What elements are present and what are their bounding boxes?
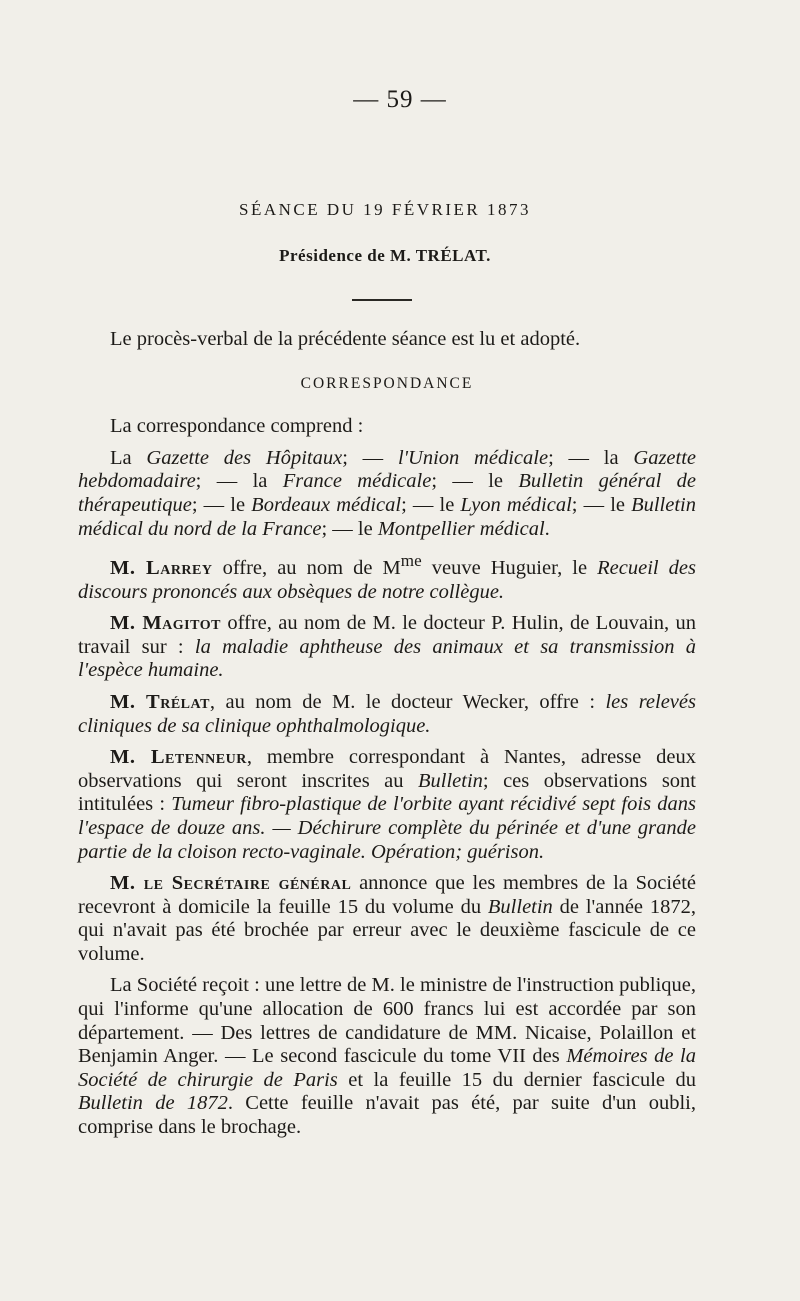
speaker-name: M. le Secrétaire général	[110, 872, 352, 895]
speaker-name: M. Letenneur	[110, 746, 247, 769]
journal-title: Gazette des Hôpitaux	[146, 446, 343, 469]
text: ; — le	[431, 470, 519, 493]
paragraph-larrey	[78, 549, 696, 604]
paragraph-text: La correspondance comprend :	[110, 415, 364, 438]
page-number: — 59 —	[353, 86, 447, 113]
paragraph-magitot	[78, 612, 696, 683]
text: annonce que les membres de la Société recevront à domicile la feuille 15 du volume du	[78, 872, 696, 918]
intro-paragraph: Le procès-verbal de la précédente séance est lu et adopté.	[110, 328, 581, 350]
journal-title: Bordeaux médical	[251, 493, 402, 516]
superscript: me	[400, 551, 422, 571]
text: , membre correspondant à Nantes, adresse deux observations qui seront inscrites au	[78, 746, 696, 792]
separator-rule	[352, 299, 412, 301]
text: ; — le	[321, 517, 378, 540]
text: . Cette feuille n'avait pas été, par suite d'un oubli, comprise dans le brochage.	[78, 1092, 696, 1139]
work-title: Bulletin de 1872	[78, 1092, 228, 1115]
page-body	[78, 328, 696, 1140]
text: de l'année 1872, qui n'avait pas été brochée par erreur avec le deuxième fascicule de ce volume.	[78, 895, 696, 965]
text: La	[110, 446, 147, 469]
text: offre, au nom de M	[212, 556, 401, 579]
work-title: Tumeur fibro-plastique de l'orbite ayant récidivé sept fois dans l'espace de douze ans. — Déchirure complète du périnée et d'une grande partie de la cloison recto-vaginale. Opération; guérison.	[78, 793, 696, 863]
work-title: Mémoires de la Société de chirurgie de Paris	[78, 1045, 697, 1091]
text: veuve Huguier, le	[421, 556, 598, 579]
journal-title: l'Union médicale	[397, 446, 549, 469]
paragraph-secretaire	[78, 872, 696, 966]
journal-title: Lyon médical	[460, 493, 572, 516]
text: ; ces observations sont intitulées :	[78, 769, 696, 816]
paragraph-journals	[78, 447, 696, 541]
work-title: Bulletin	[417, 769, 483, 792]
work-title: les relevés cliniques de sa clinique ophthalmologique.	[78, 690, 696, 737]
presidency-line: Présidence de M. TRÉLAT.	[279, 246, 491, 265]
paragraph-letenneur	[78, 746, 696, 864]
text: et la feuille 15 du dernier fascicule du	[337, 1068, 696, 1091]
text: , au nom de M. le docteur Wecker, offre :	[209, 690, 606, 713]
text: ; — le	[571, 493, 632, 516]
speaker-name: M. Magitot	[110, 612, 221, 635]
text: ; — la	[548, 446, 634, 469]
journal-title: Montpellier médical	[377, 517, 545, 540]
work-title: Bulletin	[487, 895, 553, 918]
text: offre, au nom de M. le docteur P. Hulin, de Louvain, un travail sur :	[78, 612, 696, 658]
text: ; —	[342, 446, 398, 469]
section-title: CORRESPONDANCE	[300, 374, 474, 392]
text: La Société reçoit : une lettre de M. le ministre de l'instruction publique, qui l'informe qu'une allocation de 600 francs lui est accordée par son département. — Des lettres de candidature de MM. Nicaise, Polaillon et Benjamin Anger. — Le second fascicule du tome VII des	[78, 974, 696, 1068]
work-title: Recueil des discours prononcés aux obsèques de notre collègue.	[78, 556, 696, 603]
journal-title: France médicale	[282, 470, 432, 493]
work-title: la maladie aphtheuse des animaux et sa transmission à l'espèce humaine.	[78, 635, 696, 682]
journal-title: Bulletin médical du nord de la France	[78, 493, 696, 540]
paragraph-trelat	[78, 691, 696, 738]
text: ; — le	[401, 493, 461, 516]
speaker-name: M. Trélat	[110, 690, 210, 713]
text: .	[544, 517, 550, 540]
paragraph-societe	[78, 974, 696, 1139]
text: ; — le	[191, 493, 252, 516]
paragraph-correspondance	[78, 415, 696, 439]
session-heading: SÉANCE DU 19 FÉVRIER 1873	[238, 200, 531, 219]
journal-title: Gazette hebdomadaire	[78, 446, 697, 493]
speaker-name: M. Larrey	[110, 556, 213, 579]
text: ; — la	[195, 470, 283, 493]
journal-title: Bulletin général de thérapeutique	[78, 470, 696, 516]
